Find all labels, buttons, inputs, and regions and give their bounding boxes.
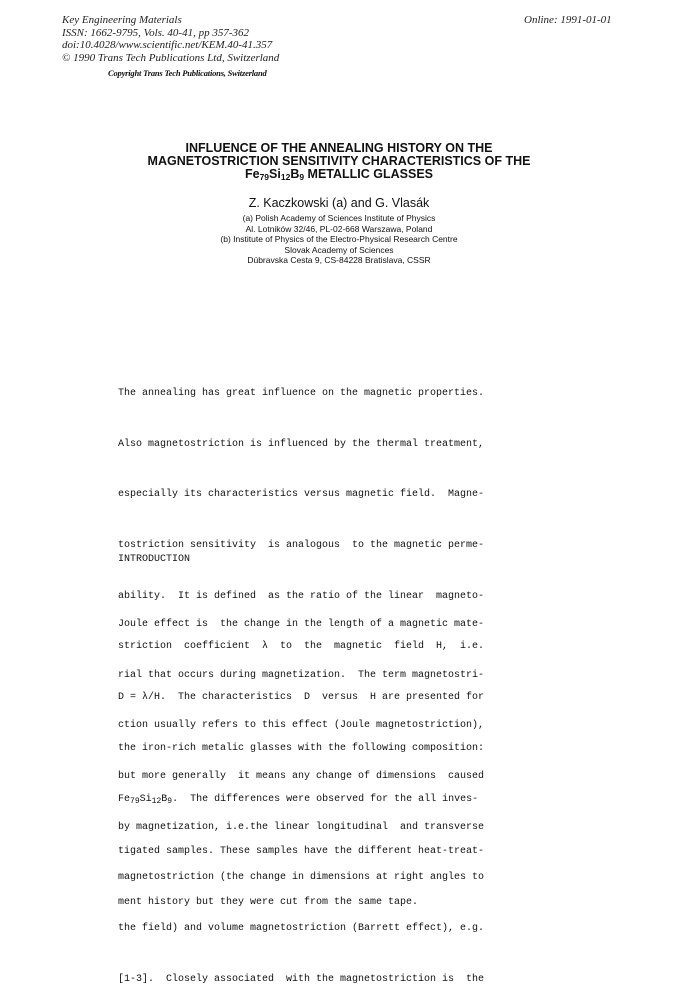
- intro-line: Joule effect is the change in the length of a magnetic mate-: [118, 618, 485, 630]
- alloy-si: Si: [269, 167, 281, 181]
- intro-line: ction usually refers to this effect (Joule magnetostriction),: [118, 720, 485, 732]
- affiliation-line: Slovak Academy of Sciences: [284, 244, 394, 255]
- intro-line: [1-3]. Closely associated with the magnetostriction is the: [118, 973, 485, 985]
- intro-line: the field) and volume magnetostriction (Barrett effect), e.g.: [118, 923, 485, 935]
- title-line-3-rest: METALLIC GLASSES: [304, 167, 434, 181]
- abstract-line: ment history but they were cut from the same tape.: [118, 897, 419, 908]
- formula-tail: . The differences were observed for the all inves-: [172, 793, 479, 805]
- online-date: Online: 1991-01-01: [524, 14, 612, 26]
- formula-si: Si: [139, 793, 152, 805]
- paper-title: [100, 142, 578, 184]
- formula-si-sub: 12: [151, 796, 162, 806]
- abstract-line: Also magnetostriction is influenced by the thermal treatment,: [118, 438, 485, 450]
- alloy-fe-sub: 79: [259, 172, 270, 182]
- intro-line: but more generally it means any change of dimensions caused: [118, 770, 485, 782]
- authors: Z. Kaczkowski (a) and G. Vlasák: [248, 196, 430, 210]
- copyright-line: © 1990 Trans Tech Publications Ltd, Switzerland: [62, 51, 280, 64]
- affiliation-line: (b) Institute of Physics of the Electro-Physical Research Centre: [220, 234, 458, 245]
- introduction: [118, 583, 528, 1006]
- issn-line: ISSN: 1662-9795, Vols. 40-41, pp 357-362: [62, 26, 249, 39]
- journal-name: Key Engineering Materials: [62, 14, 182, 26]
- title-line-1: INFLUENCE OF THE ANNEALING HISTORY ON THE: [185, 141, 493, 155]
- formula-fe-sub: 79: [130, 796, 140, 806]
- affiliation-line: (a) Polish Academy of Sciences Institute of Physics: [242, 213, 436, 223]
- alloy-b-sub: 9: [299, 172, 305, 182]
- section-heading: INTRODUCTION: [118, 554, 191, 565]
- abstract-line: tigated samples. These samples have the different heat-treat-: [118, 846, 485, 858]
- formula-b: B: [161, 793, 168, 805]
- alloy-b: B: [290, 167, 300, 181]
- title-line-2: MAGNETOSTRICTION SENSITIVITY CHARACTERISTICS OF THE: [147, 154, 531, 168]
- doi-line: doi:10.4028/www.scientific.net/KEM.40-41.357: [62, 39, 273, 51]
- abstract-line: striction coefficient λ to the magnetic field H, i.e.: [118, 641, 485, 653]
- affiliation-line: Al. Lotników 32/46, PL-02-668 Warszawa, Poland: [245, 223, 433, 234]
- abstract-line: D = λ/H. The characteristics D versus H are presented for: [118, 692, 485, 704]
- alloy-si-sub: 12: [280, 172, 291, 182]
- abstract-line: The annealing has great influence on the magnetic properties.: [118, 387, 485, 399]
- alloy-fe: Fe: [244, 167, 260, 181]
- affiliation-line: Dúbravska Cesta 9, CS-84228 Bratislava, CSSR: [247, 255, 431, 266]
- intro-line: magnetostriction (the change in dimensions at right angles to: [118, 872, 485, 884]
- abstract-line: tostriction sensitivity is analogous to the magnetic perme-: [118, 539, 485, 551]
- abstract-line: the iron-rich metalic glasses with the following composition:: [118, 742, 485, 754]
- affiliations: [100, 213, 578, 266]
- journal-metadata: [62, 14, 279, 64]
- formula-b-sub: 9: [167, 796, 173, 806]
- title-line-3: [100, 168, 578, 184]
- intro-line: by magnetization, i.e.the linear longitudinal and transverse: [118, 821, 485, 833]
- intro-line: rial that occurs during magnetization. The term magnetostri-: [118, 669, 485, 681]
- abstract-line: especially its characteristics versus magnetic field. Magne-: [118, 489, 485, 501]
- abstract-line: ability. It is defined as the ratio of the linear magneto-: [118, 590, 485, 602]
- copyright-stamp: Copyright Trans Tech Publications, Switzerland: [108, 68, 267, 78]
- formula-fe: Fe: [118, 793, 131, 805]
